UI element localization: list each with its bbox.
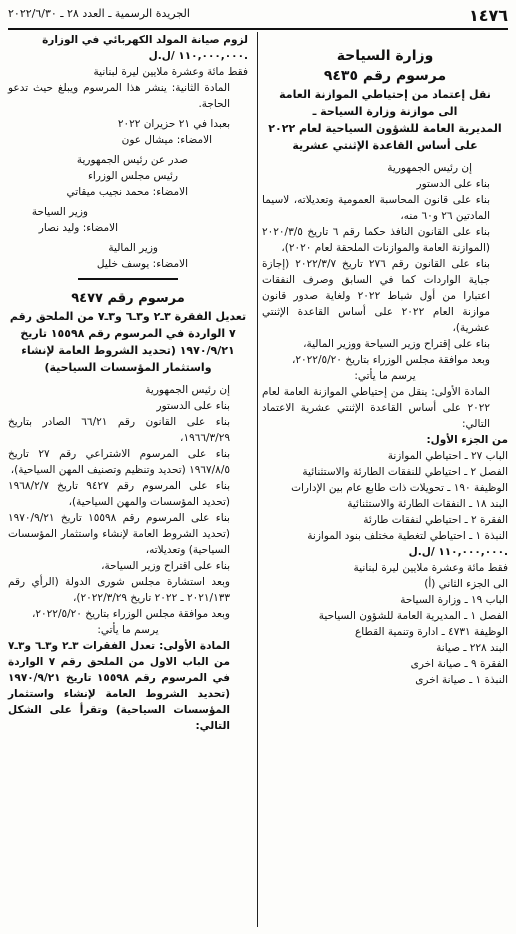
signature-tourism: الامضاء: وليد نصار <box>38 222 118 234</box>
left-column <box>8 32 248 734</box>
page-number: ١٤٧٦ <box>468 6 508 25</box>
decree-number: مرسوم رقم ٩٤٧٧ <box>71 291 185 306</box>
decrees-phrase: يرسم ما يأتي: <box>97 624 159 636</box>
decree-title-line: الى موازنة وزارة السياحة ـ <box>312 105 458 118</box>
preamble-line: وبعد استشارة مجلس شورى الدولة (الرأي رقم ٢٠٢١/١٣٣ ـ ٢٠٢٢ تاريخ ٢٠٢٢/٣/٢٩)، <box>8 576 230 604</box>
to-part-label: الى الجزء الثاني (أ) <box>424 578 508 590</box>
budget-line: البند ١٨ ـ النفقات الطارئة والاستثنائية <box>347 498 508 510</box>
ministry-heading: وزارة السياحة <box>336 48 434 64</box>
signature-president: الامضاء: ميشال عون <box>121 134 212 146</box>
decree-number: مرسوم رقم ٩٤٣٥ <box>323 68 447 84</box>
preamble-line: بناء على الدستور <box>416 178 490 190</box>
amount-in-words: فقط مائة وعشرة ملايين ليرة لبنانية <box>93 66 248 78</box>
budget-line: الفصل ١ ـ المديرية العامة للشؤون السياحية <box>318 610 508 622</box>
budget-line: النبذة ١ ـ احتياطي لتغطية مختلف بنود الموازنة <box>307 530 508 542</box>
signature-pm: الامضاء: محمد نجيب ميقاتي <box>66 186 188 198</box>
preamble-line: بناء على المرسوم رقم ٩٤٢٧ تاريخ ١٩٦٨/٢/٧ (تحديد المؤسسات والمهن السياحية)، <box>8 480 230 508</box>
budget-line: الباب ١٩ ـ وزارة السياحة <box>400 594 508 606</box>
budget-line: الباب ٢٧ ـ احتياطي الموازنة <box>387 450 508 462</box>
preamble-line: وبعد موافقة مجلس الوزراء بتاريخ ٢٠٢٢/٥/٢٠، <box>32 608 230 620</box>
preamble-line: بناء على القانون رقم ٦٦/٢١ الصادر بتاريخ ١٩٦٦/٣/٢٩، <box>8 416 231 444</box>
amount-figure: ١١٠,٠٠٠,٠٠٠ /ل.ل. <box>148 50 248 62</box>
page-header <box>8 6 508 30</box>
budget-line: الفقرة ٢ ـ احتياطي لنفقات طارئة <box>363 514 508 526</box>
preamble-line: بناء على القانون النافذ حكما رقم ٦ تاريخ ٢٠٢٠/٣/٥ (الموازنة العامة والموازنات الملحقة لعام ٢٠٢٠)، <box>262 226 490 254</box>
column-divider <box>257 32 258 927</box>
budget-line: النبذة ١ ـ صيانة اخرى <box>415 674 508 686</box>
budget-line: الوظيفة ١٩٠ ـ تحويلات ذات طابع عام بين الإدارات <box>291 482 508 494</box>
decree-title-line: على أساس القاعدة الإثنتي عشرية <box>292 139 478 152</box>
pm-title: رئيس مجلس الوزراء <box>87 170 178 182</box>
purpose-line: لزوم صيانة المولد الكهربائي في الوزارة <box>42 34 248 46</box>
budget-line: الوظيفة ٤٧٣١ ـ ادارة وتنمية القطاع <box>355 626 508 638</box>
preamble-line: إن رئيس الجمهورية <box>387 162 472 174</box>
issued-by: صدر عن رئيس الجمهورية <box>76 154 188 166</box>
preamble-line: بناء على إقتراح وزير السياحة ووزير المالية، <box>303 338 490 350</box>
preamble-line: بناء على اقتراح وزير السياحة، <box>101 560 230 572</box>
decrees-phrase: يرسم ما يأتي: <box>354 370 416 382</box>
preamble-line: بناء على المرسوم الاشتراعي رقم ٢٧ تاريخ ١٩٦٧/٨/٥ (تحديد وتنظيم وتصنيف المهن السياحية)، <box>8 448 231 476</box>
minister-tourism-title: وزير السياحة <box>31 206 88 218</box>
right-column <box>262 32 508 688</box>
article-two: المادة الثانية: ينشر هذا المرسوم ويبلغ حيث تدعو الحاجة. <box>8 82 230 110</box>
amount-in-words: فقط مائة وعشرة ملايين ليرة لبنانية <box>353 562 508 574</box>
decree-title-line: المديرية العامة للشؤون السياحية لعام ٢٠٢٢ <box>268 122 502 135</box>
preamble-line: إن رئيس الجمهورية <box>145 384 230 396</box>
minister-finance-title: وزير المالية <box>108 242 158 254</box>
preamble-line: وبعد موافقة مجلس الوزراء بتاريخ ٢٠٢٢/٥/٢٠، <box>292 354 490 366</box>
article-one: المادة الأولى: تعدل الفقرات ٣ـ٢ و٣ـ٦ و٣ـ٧ من الباب الاول من الملحق رقم ٧ الواردة في المرسوم رقم ١٥٥٩٨ تاريخ ١٩٧٠/٩/٢١ (تحديد الشروط العامة لإنشاء واستثمار المؤسسات السياحية) وتقرأ على الشكل التالي: <box>8 640 231 732</box>
preamble-line: بناء على قانون المحاسبة العمومية وتعديلاته، لاسيما المادتين ٢٦ و٦٠ منه، <box>262 194 490 222</box>
amount-figure: ١١٠,٠٠٠,٠٠٠ /ل.ل. <box>408 546 508 558</box>
budget-line: البند ٢٢٨ ـ صيانة <box>436 642 508 654</box>
budget-line: الفصل ٢ ـ احتياطي للنفقات الطارئة والاستثنائية <box>302 466 508 478</box>
decree-title: تعديل الفقرة ٣ـ٢ و٣ـ٦ و٣ـ٧ من الملحق رقم ٧ الواردة في المرسوم رقم ١٥٥٩٨ تاريخ ١٩٧٠/٩/٢١ (تحديد الشروط العامة لإنشاء واستثمار المؤسسات السياحية) <box>9 310 247 374</box>
budget-line: الفقرة ٩ ـ صيانة اخرى <box>410 658 508 670</box>
article-one: المادة الأولى: ينقل من إحتياطي الموازنة العامة لعام ٢٠٢٢ على أساس القاعدة الإثنتي عشرية الاعتماد التالي: <box>262 386 490 430</box>
preamble-line: بناء على المرسوم رقم ١٥٥٩٨ تاريخ ١٩٧٠/٩/٢١ (تحديد الشروط العامة لإنشاء واستثمار المؤسسات السياحية) وتعديلاته، <box>8 512 230 556</box>
preamble-line: بناء على القانون رقم ٢٧٦ تاريخ ٢٠٢٢/٣/٧ (إجازة جباية الواردات كما في السابق وصرف النفقات اعتبارا من أول شباط ٢٠٢٢ ولغاية صدور قانون موازنة العام ٢٠٢٢ على أساس القاعدة الإثنتي عشرية)، <box>262 258 490 334</box>
gazette-info: الجريدة الرسمية ـ العدد ٢٨ ـ ٢٠٢٢/٦/٣٠ <box>8 7 190 20</box>
preamble-line: بناء على الدستور <box>156 400 230 412</box>
from-part-label: من الجزء الأول: <box>426 434 508 446</box>
decree-title-line: نقل إعتماد من إحتياطي الموازنة العامة <box>279 88 491 101</box>
section-separator <box>8 272 248 286</box>
signing-date: بعبدا في ٢١ حزيران ٢٠٢٢ <box>117 118 230 130</box>
signature-finance: الامضاء: يوسف خليل <box>96 258 188 270</box>
